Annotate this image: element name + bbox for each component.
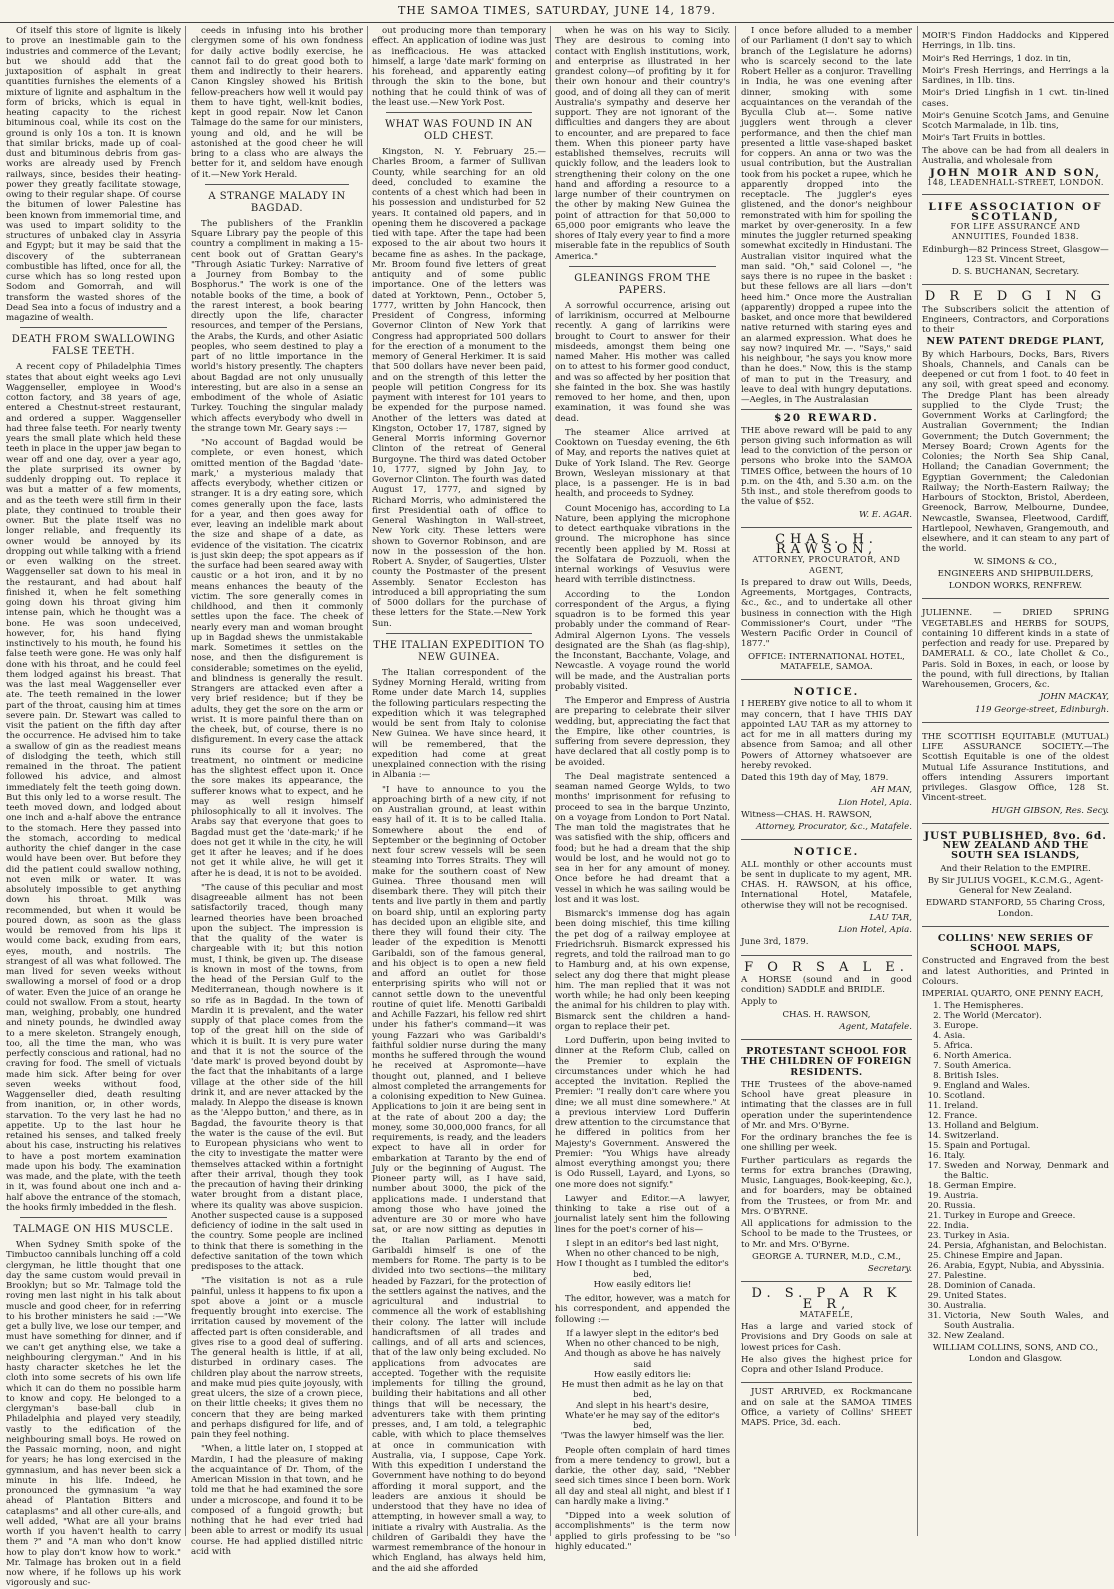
map-list-item: 25. Chinese Empire and Japan.	[944, 1251, 1109, 1261]
italian-expedition-paragraph: "I have to announce to you the approaching birth of a new city, if not on Australian ground, at least within easy hail of it. It is to be called Italia. Somewhere about the end of September or the beginning of October next four screw vessels will be seen steaming into Torres Straits. They will make for the southern coast of New Guinea. Three thousand men will disembark there. They will pitch their tents and live partly in them and partly on board ship, until an exploring party has decided upon an eligible site, and there they will found their city. The leader of the expedition is Menotti Garibaldi, son of the famous general, and his object is to open a new field and afford an outlet for those enterprising spirits who will not or cannot settle down to the uneventful routine of quiet life. Menotti Garibaldi and Achille Fazzari, his fellow red shirt under his father's command—it was young Fazzari who was Garibaldi's faithful soldier nurse during the many months he suffered through the wound he received at Aspromonte—have thought out, planned, and I believe almost completed the arrangements for a colonising expedition to New Guinea. Applications to join it are being sent in at the rate of about 200 a day; the money, some 30,000,000 francs, for all requirements, is ready, and the leaders expect to have all in order for embarkation at Taranto by the end of July or the beginning of August. The Pioneer party will, as I have said, number about 3000, the pick of the applications made. I understand that among those who have joined the adventure are 30 or more who have sat, or are now sitting as deputies in the Italian Parliament. Menotti Garibaldi himself is one of the members for Rome. The party is to be divided into two sections—the military headed by Fazzari, for the protection of the settlers against the natives, and the agricultural and industrial to commence all the work of establishing their colony. The latter will include handicraftsmen of all trades and callings, and of all arts and sciences, that of the law only being excluded. No applications from advocates are accepted. Together with the requisite implements for tilling the ground, building their habitations and all other things that will be necessary, the adventurers take with them printing presses, and, I am told, a telegraphic cable, with which to place themselves at once in communication with Australia, via, I suppose, Cape York. With this expedition I understand the Government have nothing to do beyond affording it moral support, and the leaders are anxious it should be understood that they have no idea of attempting, in however small a way, to initiate a rivalry with Australia. As the children of Garibaldi they have the warmest remembrance of the honour in which England, has always held him, and the aid she afforded	[372, 784, 546, 1574]
verse-lawyer	[555, 1239, 730, 1290]
notice-signature: AH MAN,	[870, 785, 912, 796]
just-arrived-ad: JUST ARRIVED, ex Rockmancane and on sale at the SAMOA TIMES Office, a variety of Collins' SHEET MAPS. Price, 3d. each.	[741, 1387, 912, 1428]
map-list-item: 23. Turkey in Asia.	[944, 1231, 1109, 1241]
reward-signature: W. E. AGAR.	[858, 509, 912, 520]
map-list-item: 11. Ireland.	[944, 1101, 1109, 1111]
notice-signature-address: Lion Hotel, Apia.	[838, 925, 912, 935]
notice-witness: Witness—CHAS. H. RAWSON,	[741, 809, 872, 820]
gleaning-item: Lawyer and Editor.—A lawyer, thinking to take a rise out of a journalist lately sent him the following lines for the poet's corner of his—	[555, 1193, 730, 1235]
old-chest-article-text: Kingston, N. Y. February 25.—Charles Broom, a farmer of Sullivan County, while searching for an old deed, concluded to examine the contents of a chest which had been in his possession and undisturbed for 52 years. It contained old papers, and in opening them he discovered a package tied with tape. After the tape had been exposed to the air about two hours it became fine as ashes. In the package, Mr. Broom found five letters of great antiquity and of some public importance. One of the letters was dated at Yorktown, Penn., October 5, 1777, written by John Hancock, then President of Congress, informing Governor Clinton of New York that Congress had appropriated 500 dollars for the erection of a monument to the memory of General Herkimer. It is said that 500 dollars have never been paid, and on the strength of this letter the people will petition Congress for its payment with interest for 101 years to be expended for the purpose named. Another of the letters was dated at Kingston, October 17, 1787, signed by General Morris informing Governor Clinton of the retreat of General Burgoyne. The third was dated October 10, 1777, signed by John Jay, to Governor Clinton. The fourth was dated August 17, 1777, and signed by Richard Morris, who administered the first Presidential oath of office to General Washington in Wall-street, New York city. These letters were shown to Governor Robinson, and are now in the possession of the hon. Robert A. Snyder, of Saugerties, Ulster county the Postmaster of the present Assembly. Senator Eccleston has introduced a bill appropriating the sum of 5000 dollars for the purchase of these letters for the State.—New York Sun.	[372, 147, 546, 629]
old-chest-headline: WHAT WAS FOUND IN AN OLD CHEST.	[385, 119, 533, 142]
map-list-item: 22. India.	[944, 1221, 1109, 1231]
julienne-text: JULIENNE. — DRIED SPRING VEGETABLES and HERBS for SOUPS, containing 10 different kinds in a state of perfection and ready for use. Prepared by DAMERALL & CO., late Chollet & Co., Paris. Sold in Boxes, in each, or loose by the pound, with full directions, by Italian Warehousemen, Grocers, &c.	[922, 608, 1109, 690]
lignite-article-text: Of itself this store of lignite is likely to prove an inestimable gain to the industries and commerce of the Levant; but we should add that the juxtaposition of asphalt in great quantities furnishes the elements of a mixture of lignite and asphaltum in the form of bricks, which is equal in heating capacity to the richest bituminous coal, while its cost on the ground is only 10s a ton. It is known that similar bricks, made up of coal-dust and bituminous debris from gas-works are already used by French railways, since, besides their heating-power they greatly facilitate stowage, owing to their regular shape. Of course the bitumen of lower Palestine has been known from immemorial time, and was used to impart solidity to the structures of unbaked clay in Assyria and Egypt; but it may be said that the discovery of the subterranean combustible has lifted, once for all, the curse which has so long rested upon Sodom and Gomorrah, and will transform the wasted shores of the Dead Sea into a focus of industry and a magazine of wealth.	[6, 26, 181, 323]
map-list-item: 8. British Isles.	[944, 1071, 1109, 1081]
talmage-article-text: When Sydney Smith spoke of the Timbuctoo cannibals lunching off a cold clergyman, he little thought that one day the same custom would prevail in Brooklyn; but so Mr. Talmage told the roving men last night in his talk about muscle and good cheer, for in referring to his brother ministers he said :—"We get a bully live, we lose our temper, and must have something for dinner, and if we can't get anything else, we take a neighbouring clergyman." And in his hasty character sketches he let the cloth into some secrets of his own life which it can do them no possible harm to know and copy. He belonged to a clergyman's base-ball club in Philadelphia and played very steadily, vastly to the edification of the neighbouring small boys. He rowed on the Passaic morning, noon, and night for years; he has long exercised in the gymnasium, and has never been sick a minute in his life. Indeed, he pronounced the gymnasium "a way ahead of Plantation Bitters and cataplasms" and all other cure-alls, and well added, "What are all your brains worth if you haven't health to carry them ?" and "A man who don't know how to play don't know how to work." Mr. Talmage has broken out in a field now where, if he follows up his work vigorously and suc-	[6, 1240, 181, 1589]
column-6	[922, 26, 1109, 1536]
map-list-item: 13. Holland and Belgium.	[944, 1121, 1109, 1131]
map-list-item: 1. The Hemispheres.	[944, 1001, 1109, 1011]
dredging-text: By which Harbours, Docks, Bars, Rivers Shoals, Channels, and Canals can be deepened or cut from 1 foot. to 40 feet in any soil, with great speed and economy. The Dredge Plant has been already supplied to the Clyde Trust; the Government Works at Carlingford; the Australian Government; the Indian Government; the Dutch Government; the Mersey Board; Crown Agents for the Colonies; the North Sea Ship Canal, Holland; the Canadian Government; the Egyptian Government; the Caledonian Railway; the North-Eastern Railway; the Harbours of Stockton, Bristol, Aberdeen, Greenock, Barrow, Melbourne, Dundee, Newcastle, Swansea, Fleetwood, Cardiff, Hartlepool, Newhaven, Grangemouth, and elsewhere, and it can steam to any part of the world.	[922, 349, 1109, 555]
bagdad-paragraph: "The cause of this peculiar and most disagreeable ailment has not been satisfactorily traced, though many learned theories have been broached upon the subject. The impression is that the quality of the water is chargeable with it; but this notion must, I think, be given up. The disease is known in most of the towns, from the head of the Persian Gulf to the Mediterranean, though nowhere is it so rife as in Bagdad. In the town of Mardin it is prevalent, and the water supply of that place comes from the top of the great hill on the side of which it is built. It is very pure water and that it is not the source of the 'date mark' is proved beyond doubt by the fact that the inhabitants of a large village at the other side of the hill drink it, and are never attacked by the malady. In Aleppo the disease is known as the 'Aleppo button,' and there, as in Bagdad, the favourite theory is that the water is the cause of the evil. But to European physicians who went to the city to investigate the matter were themselves attacked within a fortnight after their arrival, though they took the precaution of having their drinking water brought from a distant place, where its quality was above suspicion. Another suspected cause is a supposed deficiency of iodine in the salt used in the country. Some people are inclined to think that there is something in the defective sanitation of the town which predisposes to the attack.	[191, 882, 363, 1272]
map-list-item: 12. France.	[944, 1111, 1109, 1121]
gleanings-headline: GLEANINGS FROM THE PAPERS.	[574, 272, 711, 296]
divider	[569, 266, 716, 267]
notice-date: June 3rd, 1879.	[741, 937, 809, 948]
for-sale-text: A HORSE (sound and in good condition) SADDLE and BRIDLE.	[741, 974, 912, 995]
false-teeth-article-text: A recent copy of Philadelphia Times states that about eight weeks ago Levi Waggenseller, employee in Wood's cotton factory, and 38 years of age, entered a Chestnut-street restaurant, and ordered a supper. Waggenseller had three false teeth. For nearly twenty years the small plate which held these teeth in place in the upper jaw began to wear off and one day, over a year ago, the plate surprised its owner by suddenly dropping out. To replace it was but a matter of a few moments, and as the teeth were still firm in their plate, they continued to trouble their owner. But the plate itself was no longer reliable, and frequently its owner would be annoyed by its dropping out while talking with a friend or even walking on the street. Waggenseller sat down to his meal in the restaurant, and had about half finished it, when he felt something going down his throat giving him intense pain, which he thought was a bone. He was soon undeceived, however, for, his hand flying instinctively to his mouth, he found his false teeth were gone. He was only half done with his throat, and he could feel them lodged against his breast. That was the last meal Waggenseller ever ate. The teeth remained in the lower part of the throat, causing him at times severe pain. Dr. Stewart was called to visit the patient on the fifth day after the occurrence. He advised him to take a swallow of gin as the readiest means of dislodging the teeth, which still remained in the throat. The patient followed his advice, and almost immediately felt the teeth going down. But this only led to a worse result. The teeth moved down, and lodged about one inch and a-half above the entrance to the stomach. Here they passed into the stomach, according to medical authority the chief danger in the case would have been over. But before they did the patient could swallow nothing, not even milk or water. It was absolutely impossible to get anything down his throat. Milk was recommended, but when it would be poured down, as soon as the glass would be removed from his lips it would come back, exuding from ears, eyes, mouth, and nostrils. The strangest of all was what followed. The man lived for seven weeks without swallowing a morsel of food or a drop of water. Even the juice of an orange he could not swallow. From a stout, hearty man, weighing, probably, one hundred and ninety pounds, he dwindled away to a mere skeleton. Strangely enough, too, all the time the man, who was perfectly conscious and rational, had no craving for food. The smell of victuals made him sick. After being for over seven weeks without food, Waggenseller died, death resulting from inanition, or, in other words, starvation. To the very last he had no appetite. Up to the last hour he retained his senses, and talked freely about his case, instructing his relatives to have a post mortem examination made upon his body. The examination was made, and the plate, with the teeth in it, was found about one inch and a-half above the entrance of the stomach, the hooks firmly imbedded in the flesh.	[6, 362, 181, 1213]
column-3	[372, 26, 546, 1574]
rawson-subtitle: ATTORNEY, PROCURATOR, AND AGENT,	[752, 555, 901, 575]
map-list-item: 29. United States.	[944, 1291, 1109, 1301]
reward-ad	[741, 409, 912, 528]
notice-date: Dated this 19th day of May, 1879.	[741, 773, 889, 783]
map-list-item: 32. New Zealand.	[944, 1331, 1109, 1341]
reward-title: $20 REWARD.	[774, 412, 879, 425]
rawson-title: CHAS. H. RAWSON,	[775, 531, 878, 557]
moir-item: MOIR'S Findon Haddocks and Kippered Herrings, in 1lb. tins.	[922, 31, 1109, 52]
map-list-item: 3. Europe.	[944, 1021, 1109, 1031]
published-heading: JUST PUBLISHED, 8vo. 6d.	[924, 829, 1107, 842]
verse-line: If a lawyer slept in the editor's bed	[566, 1328, 719, 1339]
published-author: By Sir JULIUS VOGEL, K.C.M.G., Agent-General for New Zealand.	[927, 875, 1104, 896]
verse-line: And though as above he has naively said	[564, 1349, 721, 1370]
school-title: PROTESTANT SCHOOL FOR THE CHILDREN OF FOREIGN RESIDENTS.	[741, 1046, 912, 1078]
divider	[386, 112, 532, 113]
column-1	[6, 26, 181, 1589]
school-text: All applications for admission to the School to be made to the Trustees, or to Mr. and Mrs. O'Byrne.	[741, 1219, 912, 1250]
dredging-intro: The Subscribers solicit the attention of Engineers, Contractors, and Corporations to their	[922, 304, 1109, 335]
for-sale-contact: CHAS. H. RAWSON,	[782, 1009, 871, 1020]
talmage-continued-text: ceeds in infusing into his brother clergymen some of his own fondness for daily active bodily exercise, he cannot fail to do great good both to them and indirectly to their hearers. Canon Kingsley showed his British fellow-preachers how well it would pay them to have tight, well-knit bodies, kept in good repair. Now let Canon Talmage do the same for our ministers, young and old, and he will be astonished at the good cheer he will bring to a class who are always the better for it, and seldom have enough of it.—New York Herald.	[191, 26, 363, 180]
for-sale-ad	[741, 960, 912, 1041]
gleaning-item: The Deal magistrate sentenced a seaman named George Wylds, to two months' imprisonment for refusing to proceed to sea in the barque Unzinto, on a voyage from London to Port Natal. The man told the magistrates that he was satisfied with the ship, officers and food; but he had a dream that the ship would be lost, and he would not go to sea in her for any amount of money. Once before he had dreamt that a vessel in which he was sailing would be lost and it was lost.	[555, 771, 730, 905]
dredging-ad	[922, 289, 1109, 599]
rawson-ad	[741, 532, 912, 680]
life-secretary: D. S. BUCHANAN, Secretary.	[951, 267, 1080, 277]
expedition-continued-text: when he was on his way to Sicily. They are desirous to coming into contact with English institutions, work, and enterprise as illustrated in her grandest colony—of profiting by it for their own honour and their country's good, and of doing all they can of merit Australia's sympathy and deserve her support. They are not ignorant of the difficulties and dangers they are about to encounter, and are prepared to face them. When this pioneer party have established themselves, recruits will quickly follow, and the leaders look to strengthening their colony on the one hand and affording a resource to a large number of their countrymen on the other by making New Guinea the point of attraction for that 50,000 to 65,000 poor emigrants who leave the shores of Italy every year to find a more miserable fate in the republics of South America."	[555, 26, 730, 262]
bagdad-paragraph: "When, a little later on, I stopped at Mardin, I had the pleasure of making the acquaintance of Dr. Thom, of the American Mission in that town, and he told me that he had examined the sore under a microscope, and found it to be composed of a fungoid growth; but nothing that he had ever tried had been able to arrest or modify its usual course. He had applied distilled nitric acid with	[191, 1444, 363, 1557]
published-subtitle: And their Relation to the EMPIRE.	[940, 863, 1091, 874]
map-list-item: 26. Arabia, Egypt, Nubia, and Abyssinia.	[944, 1261, 1109, 1271]
parker-ad	[741, 1286, 912, 1383]
map-list-item: 28. Dominion of Canada.	[944, 1281, 1109, 1291]
notice-text: ALL monthly or other accounts must be sent in duplicate to my agent, MR. CHAS. H. RAWSON, at his office, International Hotel, Matafele, otherwise they will not be recognised.	[741, 859, 912, 911]
moir-item: Moir's Dried Lingfish in 1 cwt. tin-lined cases.	[922, 88, 1109, 109]
map-list-item: 30. Australia.	[944, 1301, 1109, 1311]
verse-line: He must then admit as he lay on that bed,	[561, 1380, 724, 1401]
map-list-item: 18. German Empire.	[944, 1181, 1109, 1191]
moir-item: Moir's Fresh Herrings, and Herrings a la Sardines, in 1lb. tins.	[922, 65, 1109, 86]
for-sale-contact-title: Agent, Matafele.	[839, 1021, 912, 1032]
published-title: NEW ZEALAND AND THE SOUTH SEA ISLANDS,	[942, 840, 1089, 862]
map-list-item: 15. Spain and Portugal.	[944, 1141, 1109, 1151]
school-text: Further particulars as regards the terms for extra branches (Drawing, Music, Languages, Book-keeping, &c.), and for boarders, may be obtained from the Trustees, or from Mr. and Mrs. O'BYRNE.	[741, 1155, 912, 1217]
map-list-item: 31. Victoria, New South Wales, and South Australia.	[944, 1311, 1109, 1331]
dredge-plant-heading: NEW PATENT DREDGE PLANT,	[926, 336, 1105, 348]
map-list-item: 14. Switzerland.	[944, 1131, 1109, 1141]
reward-text: THE above reward will be paid to any person giving such information as will lead to the conviction of the person or persons who broke into the SAMOA TIMES Office, between the hours of 10 p.m. on the 4th, and 5.30 a.m. on the 5th inst., and stole therefrom goods to the value of $52.	[741, 425, 912, 508]
bagdad-paragraph: The publishers of the Franklin Square Library pay the people of this country a compliment in making a 15-cent book out of Grattan Geary's "Through Asiatic Turkey: Narrative of a Journey from Bombay to the Bosphorus." The work is one of the notable books of the time, a book of the rarest interest, a book bearing directly upon the life, character resources, and temper of the Persians, the Arabs, the Kurds, and other Asiatic peoples, who seem destined to play a part of no little importance in the world's history presently. The chapters about Bagdad are not only unusually interesting, but are also in a sense an embodiment of the whole of Asiatic Turkey. Touching the singular malady which affects everybody who dwell in the strange town Mr. Geary says :—	[191, 218, 363, 434]
moir-item: Moir's Red Herrings, 1 doz. in tin,	[922, 53, 1071, 64]
divider	[20, 1217, 167, 1218]
collins-maps-ad	[922, 931, 1109, 1371]
gleaning-item: Bismarck's immense dog has again been doing mischief, this time killing the pet dog of a railway employee at Friedrichsruh. Bismarck expressed his regrets, and told the railroad man to go to Hamburg and, at his own expense, select any dog there that might please him. The man replied that it was not worth while; he had only been keeping the animal for his children to play with. Bismarck sent the children a hand-organ to replace their pet.	[555, 909, 730, 1032]
bagdad-paragraph: "No account of Bagdad would be complete, or even honest, which omitted mention of the Bagdad 'date-mark,' a mysterious malady that affects everybody, whether citizen or stranger. It is a dry eating sore, which comes generally upon the face, lasts for a year, and then goes away for ever, leaving an indelible mark about the size and shape of a date, as evidence of the visitation. The cicatrix is just skin deep; the spot appears as if the surface had been seared away with caustic or a hot iron, and it by no means enhances the beauty of the victim. The sore generally comes in childhood, and then it commonly settles upon the face. The cheek of nearly every man and woman brought up in Bagdad shews the unmistakable mark. Sometimes it settles on the nose, and then the disfigurement is considerable; sometimes on the eyelid, and blindness is generally the result. Strangers are attacked even after a very brief residence; but if they be adults, they get the sore on the arm or wrist. It is more painful there than on the cheek, but, of course, there is no disfigurement. In every case the attack runs its course for a year; no treatment, no ointment or medicine has the slightest effect upon it. Once the sore makes its appearance, the sufferer knows what to expect, and he may as well resign himself philosophically to all it involves. The Arabs say that everyone that goes to Bagdad must get the 'date-mark;' if he does not get it while in the city, he will get it after he leaves; and if he does not get it while alive, he will get it after he is dead, it is not to be avoided.	[191, 438, 363, 879]
moir-firm: JOHN MOIR AND SON,	[929, 167, 1102, 179]
map-list-item: 19. Austria.	[944, 1191, 1109, 1201]
gleaning-item: "Dipped into a week solution of accomplishments" is the term now applied to girls professing to be "so highly educated."	[555, 1511, 730, 1552]
school-signature: GEORGE A. TURNER, M.D., C.M.,	[752, 1251, 901, 1262]
map-list-item: 6. North America.	[944, 1051, 1109, 1061]
notice-accounts-ad	[741, 844, 912, 955]
column-4	[555, 26, 730, 1552]
map-list-item: 27. Palestine.	[944, 1271, 1109, 1281]
notice-title: NOTICE.	[793, 686, 860, 698]
bagdad-headline: A STRANGE MALADY IN BAGDAD.	[208, 190, 346, 214]
map-list-item: 10. Scotland.	[944, 1091, 1109, 1101]
notice-text: I HEREBY give notice to all to whom it may concern, that I have THIS DAY appointed LAU TAR as my attorney to act for me in all matters during my absence from Samoa; and all other Powers of Attorney whatsoever are hereby revoked.	[741, 699, 912, 771]
dredging-title: D R E D G I N G	[924, 289, 1107, 305]
divider	[386, 633, 532, 634]
scottish-signature: HUGH GIBSON, Res. Secy.	[991, 805, 1109, 816]
column-rule	[550, 26, 551, 1536]
dredging-firm-address: LONDON WORKS, RENFREW.	[948, 581, 1083, 591]
verse-line: When no other chanced to be nigh,	[565, 1249, 720, 1259]
italian-expedition-paragraph: The Italian correspondent of the Sydney Morning Herald, writing from Rome under date March 14, supplies the following particulars respecting the expedition which it was telegraphed would be sent from Italy to colonise New Guinea. We have since heard, it will be remembered, that the expedition had come at great unexplained connection with the rising in Albania :—	[372, 667, 546, 781]
dredging-firm-title: ENGINEERS AND SHIPBUILDERS,	[937, 568, 1094, 579]
rawson-text: Is prepared to draw out Wills, Deeds, Agreements, Mortgages, Contracts, &c., &c., and to undertake all other business in connection with the High Commissioner's Court, under "The Western Pacific Order in Council of 1877."	[741, 577, 912, 650]
gleaning-item: Count Mocenigo has, according to La Nature, been applying the microphone to detect earthquake vibrations in the ground. The microphone has since recently been applied by M. Rossi at the Solfatara de Pozzuoli, when the internal workings of Vesuvius were heard with terrible distinctness.	[555, 503, 730, 586]
moir-address: 148, LEADENHALL-STREET, LONDON.	[927, 178, 1104, 188]
notice-signature: LAU TAR,	[869, 912, 912, 923]
false-teeth-headline: DEATH FROM SWALLOWING FALSE TEETH.	[11, 334, 176, 358]
collins-price: IMPERIAL QUARTO, ONE PENNY EACH,	[922, 989, 1104, 999]
notice-witness-title: Attorney, Procurator, &c., Matafele.	[756, 822, 912, 832]
bagdad-paragraph: "The visitation is not as a rule painful, unless it happens to fix upon a spot above a joint or a muscle frequently brought into exercise. The irritation caused by movement of the affected part is often considerable, and gives rise to a good deal of suffering. The general health is little, if at all, disturbed in ordinary cases. The children play about the narrow streets, and make mud pies quite joyously, with great ulcers, the size of a crown piece, on their little cheeks; it gives them no concern that they are being marked and perhaps disfigured for life, and of pain they feel nothing.	[191, 1276, 363, 1440]
map-list-item: 24. Persia, Afghanistan, and Belochistan.	[944, 1241, 1109, 1251]
scottish-text: THE SCOTTISH EQUITABLE (MUTUAL) LIFE ASSURANCE SOCIETY.—The Scottish Equitable is one of the oldest Mutual Life Assurance Institutions, and offers intending Assurers important privileges. Glasgow Office, 128 St. Vincent-street.	[922, 731, 1109, 804]
map-list-item: 17. Sweden and Norway, Denmark and the Baltic.	[944, 1161, 1109, 1181]
column-2	[191, 26, 363, 1557]
gleaning-item: A sorrowful occurrence, arising out of larrikinism, occurred at Melbourne recently. A gang of larrikins were brought to Court to answer for their misdeeds, amongst them being one named Maher. His mother was called on to attest to his former good conduct, and was so affected by her position that she fainted in the box. She was hastily removed to her home, and then, upon examination, it was found she was dead.	[555, 300, 730, 424]
divider	[20, 327, 167, 328]
moir-note: The above can be had from all dealers in Australia, and wholesale from	[922, 145, 1109, 166]
collins-title: COLLINS' NEW SERIES OF SCHOOL MAPS,	[937, 932, 1094, 954]
column-rule	[367, 26, 368, 1536]
school-signature-title: Secretary.	[867, 1264, 912, 1274]
parker-title: D. S. P A R K E R,	[751, 1286, 902, 1312]
just-published-ad	[922, 828, 1109, 927]
julienne-signature: JOHN MACKAY,	[1039, 692, 1109, 703]
parker-subtitle: MATAFELE,	[799, 1309, 854, 1319]
for-sale-title: F O R S A L E.	[744, 959, 909, 975]
gleaning-item: The editor, however, was a match for his correspondent, and appended the following :—	[555, 1294, 730, 1325]
verse-line: How easily editors lie:	[593, 1369, 692, 1380]
scottish-equitable-ad	[922, 727, 1109, 824]
bagdad-continued-text: out producing more than temporary effect. An application of iodine was just as inefficacious. He was attacked himself, a large 'date mark' forming on his forehead, and apparently eating through the skin to the bone, but nothing that he could think of was of the least use.—New York Post.	[372, 26, 546, 108]
map-list-item: 5. Africa.	[944, 1041, 1109, 1051]
map-list-item: 9. England and Wales.	[944, 1081, 1109, 1091]
school-text: For the ordinary branches the fee is one shilling per week.	[741, 1133, 912, 1154]
talmage-headline: TALMAGE ON HIS MUSCLE.	[13, 1224, 174, 1235]
map-list-item: 16. Italy.	[944, 1151, 1109, 1161]
maps-list	[922, 1001, 1109, 1341]
verse-line: Whate'er he may say of the editor's bed,	[565, 1410, 720, 1431]
column-rule	[185, 26, 186, 1536]
moir-item: Moir's Tart Fruits in bottles.	[922, 133, 1046, 144]
verse-editor	[555, 1329, 730, 1442]
column-5	[741, 26, 912, 1536]
map-list-item: 4. Asia.	[944, 1031, 1109, 1041]
school-text: THE Trustees of the above-named School have great pleasure in intimating that the classes are in full operation under the superintendence of Mr. and Mrs. O'Byrne.	[741, 1079, 912, 1131]
map-list-item: 7. South America.	[944, 1061, 1109, 1071]
gleaning-item: People often complain of hard times from a mere tendency to growl, but a darkie, the other day, said, "Nebber seed sich times since I been born. Work all day and steal all night, and blest if I can hardly make a living."	[555, 1445, 730, 1507]
verse-line: And slept in his heart's desire,	[576, 1400, 709, 1411]
gleaning-item: The Emperor and Empress of Austria are preparing to celebrate their silver wedding, but, appreciating the fact that the Empire, like other countries, is suffering from severe depression, they have declared that all costly pomp is to be avoided.	[555, 696, 730, 768]
parker-text: He also gives the highest price for Copra and other Island Produce.	[741, 1354, 912, 1375]
conjuror-article-text: I once before alluded to a member of our Parliament (I don't say to which branch of the Legislature he adorns) who is scarcely second to the late Robert Heller as a conjuror. Travelling in India, he was one evening after dinner, smoking with some acquaintances on the verandah of the Byculla Club at—. Some native jugglers went through a clever performance, and then the chief man presented a little vase-shaped basket for coppers. An anna or two was the usual contribution, but the Australian took from his pocket a rupee, which he apparently dropped into the receptacle. The juggler's eyes glistened, and the donor's neighbour remonstrated with him for spoiling the market by over-generosity. In a few minutes the juggler returned speaking somewhat excitedly in Hindustani. The Australian visitor inquired what the man said. "Oh," said Colonel —, "he says there is no rupee in the basket : but these fellows are all liars —don't heed him." Once more the Australian (apparently) dropped a rupee into the basket, and once more that bewildered native returned with staring eyes and an alarmed expression. What does he say now? inquired Mr. —. "Says," said his neighbour, "he says you know more than he does." Now, this is the stamp of man to put in the Treasury, and leave to deal with hungry deputations.—Aegles, in The Australasian	[741, 26, 912, 405]
life-title: LIFE ASSOCIATION OF SCOTLAND,	[928, 200, 1103, 223]
verse-line: How easily editors lie!	[593, 1279, 692, 1290]
masthead: THE SAMOA TIMES, SATURDAY, JUNE 14, 1879.	[0, 0, 1114, 23]
column-rule	[735, 26, 736, 1536]
parker-text: Has a large and varied stock of Provisions and Dry Goods on sale at lowest prices for Cash.	[741, 1322, 912, 1353]
published-publisher: EDWARD STANFORD, 55 Charing Cross, London.	[925, 898, 1106, 919]
column-rule	[917, 26, 918, 1536]
verse-line: When no other chanced to be nigh,	[565, 1339, 720, 1349]
julienne-address: 119 George-street, Edinburgh.	[975, 704, 1109, 715]
map-list-item: 20. Russia.	[944, 1201, 1109, 1211]
dredging-firm: W. SIMONS & CO.,	[973, 556, 1058, 567]
rawson-office: OFFICE: INTERNATIONAL HOTEL, MATAFELE, SAMOA.	[748, 651, 905, 672]
collins-text: Constructed and Engraved from the best and latest Authorities, and Printed in Colours.	[922, 956, 1109, 987]
life-address: Edinburgh—82 Princess Street, Glasgow—123 St. Vincent Street,	[922, 244, 1109, 265]
gleaning-item: Lord Dufferin, upon being invited to dinner at the Reform Club, called on the Premier to explain the circumstances under which he had accepted the invitation. Replied the Premier: "I really don't care where you dine; we all must dine somewhere." At a previous interview Lord Dufferin drew attention to the circumstance that he differed in politics from her Majesty's Government. Answered the Premier: "You Whigs have already almost everything amongst you; there is Odo Russell, Layard, and Lyons, so one more does not signify."	[555, 1036, 730, 1190]
gleaning-item: The steamer Alice arrived at Cooktown on Tuesday evening, the 6th of May, and reports the natives quiet at Duke of York Island. The Rev. George Brown, Wesleyan missionary at that place, is a passenger. He is in bad health, and proceeds to Sydney.	[555, 427, 730, 500]
verse-line: I slept in an editor's bed last night,	[566, 1238, 719, 1249]
notice-signature-address: Lion Hotel, Apia.	[838, 797, 912, 808]
notice-attorney-ad	[741, 684, 912, 840]
for-sale-apply: Apply to	[741, 997, 778, 1008]
life-subtitle: FOR LIFE ASSURANCE AND ANNUITIES, Founded 1838.	[950, 222, 1081, 242]
italian-expedition-headline: THE ITALIAN EXPEDITION TO NEW GUINEA.	[373, 639, 545, 663]
protestant-school-ad	[741, 1044, 912, 1282]
divider	[205, 184, 349, 185]
map-list-item: 2. The World (Mercator).	[944, 1011, 1109, 1021]
verse-line: 'Twas the lawyer himself was the lier.	[560, 1431, 725, 1442]
map-list-item: 21. Turkey in Europe and Greece.	[944, 1211, 1109, 1221]
gleaning-item: According to the London correspondent of the Argus, a flying squadron is to be formed this year probably under the command of Rear-Admiral Algernon Lyons. The vessels designated are the Shah (as flag-ship), the Inconstant, Bacchante, Volage, and Newcastle. A voyage round the world will be made, and the Australian ports probably visited.	[555, 589, 730, 692]
moir-item: Moir's Genuine Scotch Jams, and Genuine Scotch Marmalade, in 1lb. tins,	[922, 110, 1109, 131]
life-association-ad	[922, 199, 1109, 286]
verse-line: How I thought as I tumbled the editor's bed,	[556, 1259, 729, 1280]
julienne-ad	[922, 603, 1109, 723]
moir-ad	[922, 26, 1109, 195]
collins-firm: WILLIAM COLLINS, SONS, AND CO., London and Glasgow.	[932, 1343, 1099, 1364]
notice-title: NOTICE.	[793, 846, 860, 859]
